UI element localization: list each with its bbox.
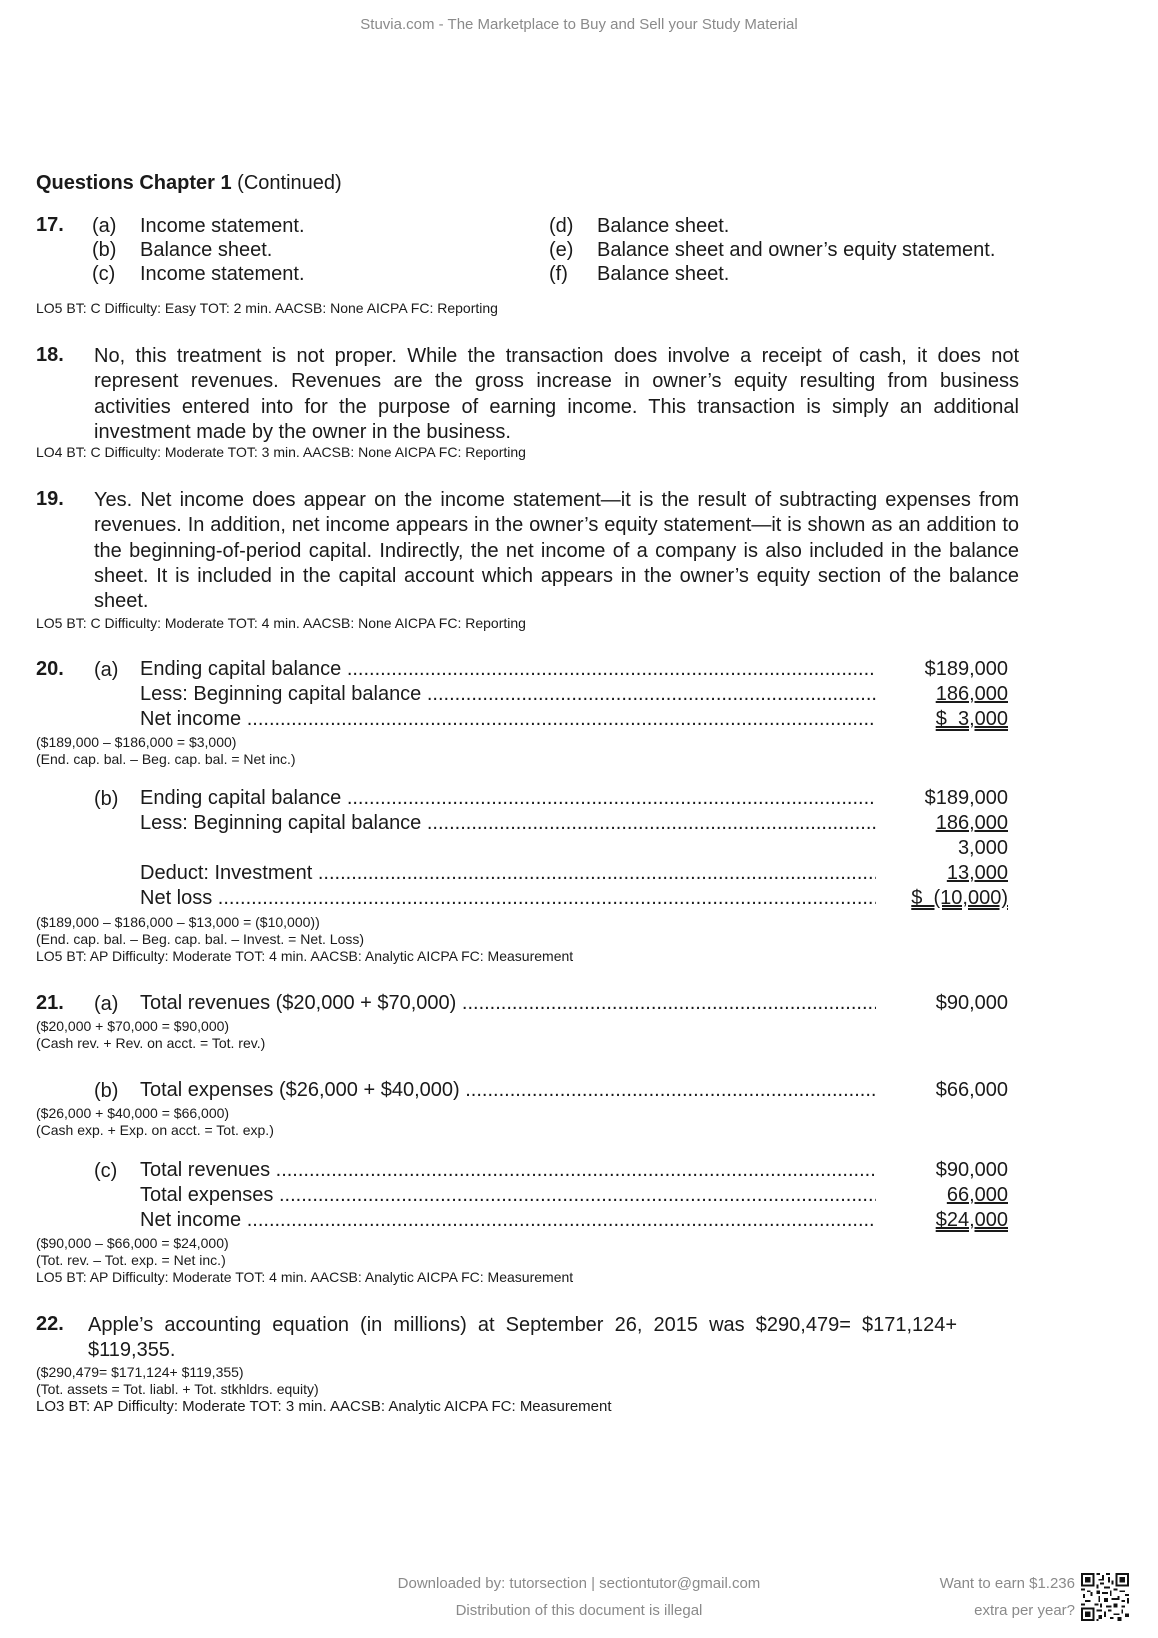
- q22-line1: Apple’s accounting equation (in millions) at September 26, 2015 was $290,479= $171,124+: [88, 1314, 958, 1336]
- q20a-row-ending: Ending capital balance .....: [140, 658, 876, 681]
- q17-text-d: Balance sheet.: [597, 215, 730, 237]
- q20a-row-net-income: Net income .....: [140, 708, 876, 731]
- q21a-calc: ($20,000 + $70,000 = $90,000): [36, 1018, 230, 1034]
- q17-label-e: (e): [549, 239, 574, 261]
- question-17-number: 17.: [36, 214, 64, 236]
- q20a-amount-net-income: $ 3,000: [935, 708, 1008, 730]
- q21c-formula: (Tot. rev. – Tot. exp. = Net inc.): [36, 1252, 226, 1268]
- footer-downloaded: Downloaded by: tutorsection | sectiontutor@gmail.com: [397, 1575, 761, 1592]
- question-22-number: 22.: [36, 1313, 64, 1335]
- q17-text-b: Balance sheet.: [140, 239, 273, 261]
- q17-left-texts: [140, 214, 305, 286]
- q17-text-c: Income statement.: [140, 263, 305, 285]
- qr-code-icon[interactable]: [1081, 1573, 1129, 1621]
- q21c-amount-expenses: 66,000: [946, 1184, 1008, 1206]
- q17-right-texts: [597, 214, 995, 286]
- q21a-amount: $90,000: [935, 992, 1008, 1014]
- q20a-amount-beginning: 186,000: [935, 683, 1008, 705]
- q20b-row-net-loss: Net loss .....: [140, 887, 876, 910]
- q19-answer: Yes. Net income does appear on the income statement—it is the result of subtracting expenses from revenues. In addition, net income appears in the owner’s equity statement—it is shown as an addition to the beginning-of-period capital. Indirectly, the net income of a company is also included in the balance sheet. It is included in the capital account which appears in the owner’s equity section of the balance sheet.: [94, 489, 1019, 613]
- q20b-amount-beginning: 186,000: [935, 812, 1008, 834]
- q17-label-c: (c): [92, 263, 116, 285]
- q20a-amount-ending: $189,000: [924, 658, 1008, 680]
- title-bold: Questions Chapter 1: [36, 172, 232, 194]
- q17-label-a: (a): [92, 215, 117, 237]
- q20b-amount-investment: 13,000: [946, 862, 1008, 884]
- q20b-amount-ending: $189,000: [924, 787, 1008, 809]
- q21b-calc: ($26,000 + $40,000 = $66,000): [36, 1105, 230, 1121]
- q18-answer: No, this treatment is not proper. While the transaction does involve a receipt of cash, it does not represent revenues. Revenues are the gross increase in owner’s equity resulting from business activities entered into for the purpose of earning income. This transaction is simply an additional investment made by the owner in the business.: [94, 345, 1019, 443]
- footer-earn-line2[interactable]: extra per year?: [974, 1602, 1075, 1619]
- q21c-amount-net-income: $24,000: [935, 1209, 1008, 1231]
- question-21-number: 21.: [36, 992, 64, 1014]
- q17-left-labels: [92, 214, 116, 286]
- q17-text-f: Balance sheet.: [597, 263, 730, 285]
- q21b-formula: (Cash exp. + Exp. on acct. = Tot. exp.): [36, 1122, 274, 1138]
- q20b-amount-subtotal: 3,000: [957, 837, 1008, 859]
- q17-meta: LO5 BT: C Difficulty: Easy TOT: 2 min. AACSB: None AICPA FC: Reporting: [36, 300, 498, 316]
- q20b-row-ending: Ending capital balance .....: [140, 787, 876, 810]
- q20a-calc: ($189,000 – $186,000 = $3,000): [36, 734, 237, 750]
- q20b-label: (b): [94, 788, 119, 810]
- q20-meta: LO5 BT: AP Difficulty: Moderate TOT: 4 min. AACSB: Analytic AICPA FC: Measurement: [36, 948, 574, 964]
- q22-calc: ($290,479= $171,124+ $119,355): [36, 1364, 244, 1380]
- q20b-row-beginning: Less: Beginning capital balance .....: [140, 812, 876, 835]
- q21-meta: LO5 BT: AP Difficulty: Moderate TOT: 4 min. AACSB: Analytic AICPA FC: Measurement: [36, 1269, 574, 1285]
- question-19-number: 19.: [36, 488, 64, 510]
- q20b-amount-net-loss: $ (10,000): [911, 887, 1008, 909]
- q21c-row-expenses: Total expenses .....: [140, 1184, 876, 1207]
- q21a-row: Total revenues ($20,000 + $70,000) .....: [140, 992, 876, 1015]
- q21c-row-revenues: Total revenues .....: [140, 1159, 876, 1182]
- q20a-label: (a): [94, 659, 119, 681]
- q22-line2: $119,355.: [88, 1339, 176, 1361]
- q20a-row-beginning: Less: Beginning capital balance .....: [140, 683, 876, 706]
- q20b-row-investment: Deduct: Investment .....: [140, 862, 876, 885]
- q21b-label: (b): [94, 1080, 119, 1102]
- q17-text-a: Income statement.: [140, 215, 305, 237]
- q20a-formula: (End. cap. bal. – Beg. cap. bal. = Net inc.): [36, 751, 296, 767]
- q21c-label: (c): [94, 1160, 118, 1182]
- q20b-calc: ($189,000 – $186,000 – $13,000 = ($10,000)): [36, 914, 320, 930]
- q17-right-labels: [549, 214, 573, 286]
- q21c-calc: ($90,000 – $66,000 = $24,000): [36, 1235, 229, 1251]
- page-title: [36, 172, 342, 195]
- q21a-formula: (Cash rev. + Rev. on acct. = Tot. rev.): [36, 1035, 266, 1051]
- q22-formula: (Tot. assets = Tot. liabl. + Tot. stkhldrs. equity): [36, 1381, 319, 1397]
- q21b-row: Total expenses ($26,000 + $40,000) .....: [140, 1079, 876, 1102]
- q17-label-b: (b): [92, 239, 117, 261]
- question-20-number: 20.: [36, 658, 64, 680]
- q21a-label: (a): [94, 993, 119, 1015]
- q20b-formula: (End. cap. bal. – Beg. cap. bal. – Invest. = Net. Loss): [36, 931, 365, 947]
- q18-meta: LO4 BT: C Difficulty: Moderate TOT: 3 min. AACSB: None AICPA FC: Reporting: [36, 444, 526, 460]
- q17-label-d: (d): [549, 215, 574, 237]
- q21c-amount-revenues: $90,000: [935, 1159, 1008, 1181]
- title-rest: (Continued): [231, 172, 342, 194]
- site-header: Stuvia.com - The Marketplace to Buy and Sell your Study Material: [360, 16, 798, 33]
- q17-text-e: Balance sheet and owner’s equity statement.: [597, 239, 996, 261]
- footer-distribution: Distribution of this document is illegal: [455, 1602, 703, 1619]
- q21b-amount: $66,000: [935, 1079, 1008, 1101]
- footer-earn-line1[interactable]: Want to earn $1.236: [939, 1575, 1075, 1592]
- q17-label-f: (f): [549, 263, 568, 285]
- q19-meta: LO5 BT: C Difficulty: Moderate TOT: 4 min. AACSB: None AICPA FC: Reporting: [36, 615, 526, 631]
- q22-meta: LO3 BT: AP Difficulty: Moderate TOT: 3 min. AACSB: Analytic AICPA FC: Measurement: [36, 1398, 612, 1415]
- question-18-number: 18.: [36, 344, 64, 366]
- q21c-row-net-income: Net income .....: [140, 1209, 876, 1232]
